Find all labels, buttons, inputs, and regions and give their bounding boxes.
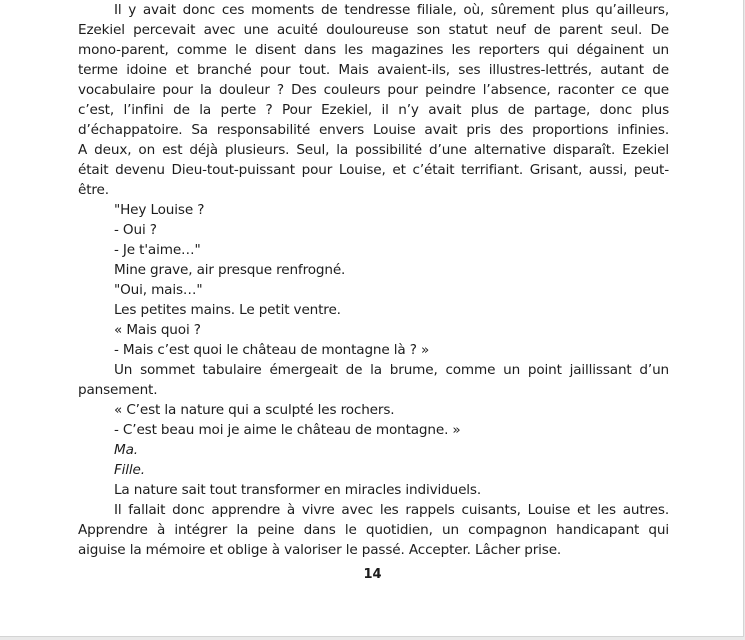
text-line: d’échappatoire. Sa responsabilité envers Louise avait pris des proportions infinies. bbox=[78, 122, 669, 138]
italic-word: Ma. bbox=[114, 442, 138, 458]
dialogue-line: - C’est beau moi je aime le château de montagne. » bbox=[114, 422, 461, 438]
text-line: Apprendre à intégrer la peine dans le quotidien, un compagnon handicapant qui bbox=[78, 522, 669, 538]
dialogue-line: « C’est la nature qui a sculpté les rochers. bbox=[114, 402, 395, 418]
page-number: 14 bbox=[363, 567, 382, 582]
dialogue-line: - Oui ? bbox=[114, 222, 157, 238]
italic-line bbox=[78, 460, 669, 480]
text-line: était devenu Dieu-tout-puissant pour Louise, et c’était terrifiant. Grisant, aussi, peut- bbox=[78, 162, 669, 178]
text-line: La nature sait tout transformer en miracles individuels. bbox=[114, 482, 482, 498]
text-line: Ezekiel percevait avec une acuité douloureuse son statut neuf de parent seul. De bbox=[78, 22, 669, 38]
text-line: terme idoine et branché pour tout. Mais avaient-ils, ses illustres-lettrés, autant de bbox=[78, 62, 669, 78]
dialogue-line: "Hey Louise ? bbox=[114, 202, 205, 218]
text-line: Un sommet tabulaire émergeait de la brume, comme un point jaillissant d’un bbox=[114, 362, 669, 378]
dialogue-line: "Oui, mais…" bbox=[114, 282, 203, 298]
text-line: Mine grave, air presque renfrogné. bbox=[114, 262, 346, 278]
text-line: c’est, l’infini de la perte ? Pour Ezekiel, il n’y avait plus de partage, donc plus bbox=[78, 102, 669, 118]
italic-line bbox=[78, 440, 669, 460]
text-line: mono-parent, comme le disent dans les magazines les reporters qui dégainent un bbox=[78, 42, 669, 58]
dialogue-line: - Mais c’est quoi le château de montagne là ? » bbox=[114, 342, 430, 358]
text-line: Les petites mains. Le petit ventre. bbox=[114, 302, 341, 318]
text-line: vocabulaire pour la douleur ? Des couleurs pour peindre l’absence, raconter ce que bbox=[78, 82, 669, 98]
text-line: aiguise la mémoire et oblige à valoriser le passé. Accepter. Lâcher prise. bbox=[78, 542, 562, 558]
text-line: être. bbox=[78, 182, 109, 198]
text-line: Il fallait donc apprendre à vivre avec les rappels cuisants, Louise et les autres. bbox=[114, 502, 669, 518]
text-line: pansement. bbox=[78, 382, 158, 398]
text-line: A deux, on est déjà plusieurs. Seul, la possibilité d’une alternative disparaît. Ezekiel bbox=[78, 142, 669, 158]
body-text bbox=[78, 0, 669, 560]
dialogue-line: « Mais quoi ? bbox=[114, 322, 201, 338]
italic-word: Fille. bbox=[114, 462, 145, 478]
dialogue-line: - Je t'aime…" bbox=[114, 242, 201, 258]
text-line: Il y avait donc ces moments de tendresse filiale, où, sûrement plus qu’ailleurs, bbox=[114, 2, 669, 18]
